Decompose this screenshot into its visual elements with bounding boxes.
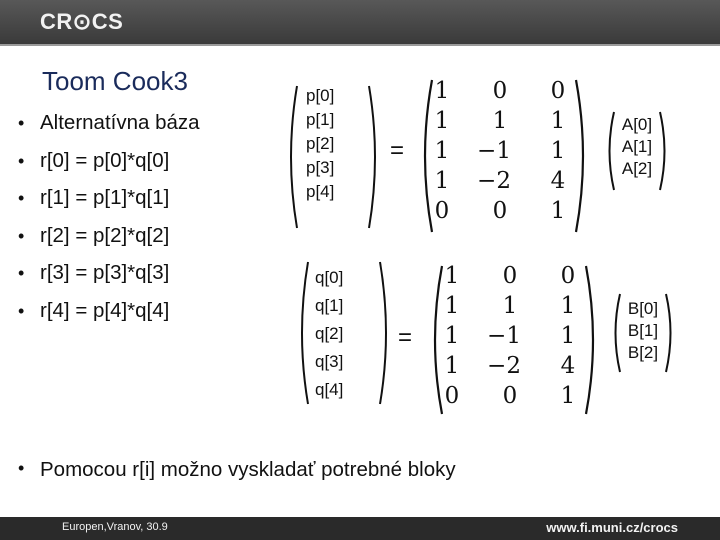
result-a bbox=[612, 114, 662, 180]
matrix-cell: 0 bbox=[434, 198, 450, 224]
result-entry: B[1] bbox=[627, 321, 659, 340]
slide-title: Toom Cook3 bbox=[42, 66, 188, 96]
result-b bbox=[618, 298, 668, 364]
bullet-dot-icon: • bbox=[18, 113, 25, 133]
matrix-cell: 1 bbox=[434, 78, 450, 104]
matrix-cell: −2 bbox=[477, 168, 511, 194]
matrix-cell: 4 bbox=[560, 353, 576, 379]
matrix-cell: 1 bbox=[434, 168, 450, 194]
vector-q-parens bbox=[294, 260, 394, 406]
bullet-item bbox=[18, 108, 200, 146]
result-entry: A[0] bbox=[621, 115, 653, 134]
bullet-text: r[1] = p[1]*q[1] bbox=[40, 186, 170, 210]
bullet-dot-icon: • bbox=[18, 263, 25, 284]
bullet-dot-icon: • bbox=[18, 458, 25, 478]
matrix-cell: −2 bbox=[487, 353, 521, 379]
vector-entry: p[2] bbox=[306, 134, 335, 153]
matrix-cell: 1 bbox=[444, 263, 460, 289]
vector-q bbox=[315, 264, 343, 404]
matrix-cell: 1 bbox=[550, 138, 566, 164]
matrix-cell: 1 bbox=[550, 198, 566, 224]
matrix-cell: 1 bbox=[444, 323, 460, 349]
header-bar bbox=[0, 0, 720, 44]
matrix-cell: 0 bbox=[492, 78, 508, 104]
bullet-text: Alternatívna báza bbox=[40, 111, 200, 134]
matrix-bottom bbox=[430, 263, 590, 413]
vector-p bbox=[306, 84, 334, 204]
matrix-cell: 1 bbox=[502, 293, 518, 319]
matrix-cell: 0 bbox=[550, 78, 566, 104]
bullet-item bbox=[18, 183, 200, 221]
footer-event: Europen,Vranov, 30.9 bbox=[62, 521, 168, 533]
bullet-text: r[4] = p[4]*q[4] bbox=[40, 298, 170, 322]
result-entry: A[1] bbox=[621, 137, 653, 156]
matrix-cell: 1 bbox=[434, 138, 450, 164]
matrix-cell: 4 bbox=[550, 168, 566, 194]
footer-bar bbox=[0, 517, 720, 540]
equals-sign: = bbox=[390, 137, 405, 164]
matrix-cell: 0 bbox=[492, 198, 508, 224]
matrix-cell: 1 bbox=[560, 293, 576, 319]
equals-sign: = bbox=[398, 324, 413, 351]
bullet-item bbox=[18, 221, 200, 259]
matrix-cell: 1 bbox=[550, 108, 566, 134]
result-entry: B[0] bbox=[627, 299, 659, 318]
matrix-cell: 1 bbox=[560, 323, 576, 349]
matrix-cell: −1 bbox=[487, 323, 521, 349]
result-entry: A[2] bbox=[621, 159, 653, 178]
matrix-cell: 1 bbox=[444, 353, 460, 379]
matrix-cell: 0 bbox=[502, 383, 518, 409]
bullet-item bbox=[18, 146, 200, 184]
vector-entry: q[1] bbox=[315, 296, 344, 315]
vector-entry: q[3] bbox=[315, 352, 344, 371]
matrix-cell: 0 bbox=[560, 263, 576, 289]
bullet-item bbox=[18, 296, 200, 334]
vector-entry: q[4] bbox=[315, 380, 344, 399]
bullet-dot-icon: • bbox=[18, 188, 25, 209]
bullet-dot-icon: • bbox=[18, 300, 25, 321]
bullet-text: r[0] = p[0]*q[0] bbox=[40, 148, 170, 172]
bullet-list bbox=[18, 108, 200, 334]
bullet-text: r[3] = p[3]*q[3] bbox=[40, 261, 170, 285]
header-divider bbox=[0, 44, 720, 46]
matrix-cell: 0 bbox=[444, 383, 460, 409]
vector-entry: q[0] bbox=[315, 268, 344, 287]
bullet-item-bottom bbox=[18, 458, 456, 482]
bullet-dot-icon: • bbox=[18, 150, 25, 171]
crocs-logo: CR⊙CS bbox=[40, 9, 124, 34]
vector-entry: p[1] bbox=[306, 110, 335, 129]
matrix-top bbox=[420, 78, 580, 232]
matrix-cell: 1 bbox=[492, 108, 508, 134]
bullet-text: Pomocou r[i] možno vyskladať potrebné bloky bbox=[40, 458, 456, 481]
matrix-cell: 1 bbox=[444, 293, 460, 319]
bullet-item bbox=[18, 258, 200, 296]
vector-entry: q[2] bbox=[315, 324, 344, 343]
result-entry: B[2] bbox=[627, 343, 659, 362]
vector-entry: p[0] bbox=[306, 86, 335, 105]
matrix-cell: 0 bbox=[502, 263, 518, 289]
matrix-cell: 1 bbox=[560, 383, 576, 409]
vector-entry: p[3] bbox=[306, 158, 335, 177]
bullet-text: r[2] = p[2]*q[2] bbox=[40, 223, 170, 247]
vector-entry: p[4] bbox=[306, 182, 335, 201]
footer-url[interactable]: www.fi.muni.cz/crocs bbox=[546, 520, 678, 535]
matrix-cell: −1 bbox=[477, 138, 511, 164]
matrix-cell: 1 bbox=[434, 108, 450, 134]
bullet-dot-icon: • bbox=[18, 225, 25, 246]
